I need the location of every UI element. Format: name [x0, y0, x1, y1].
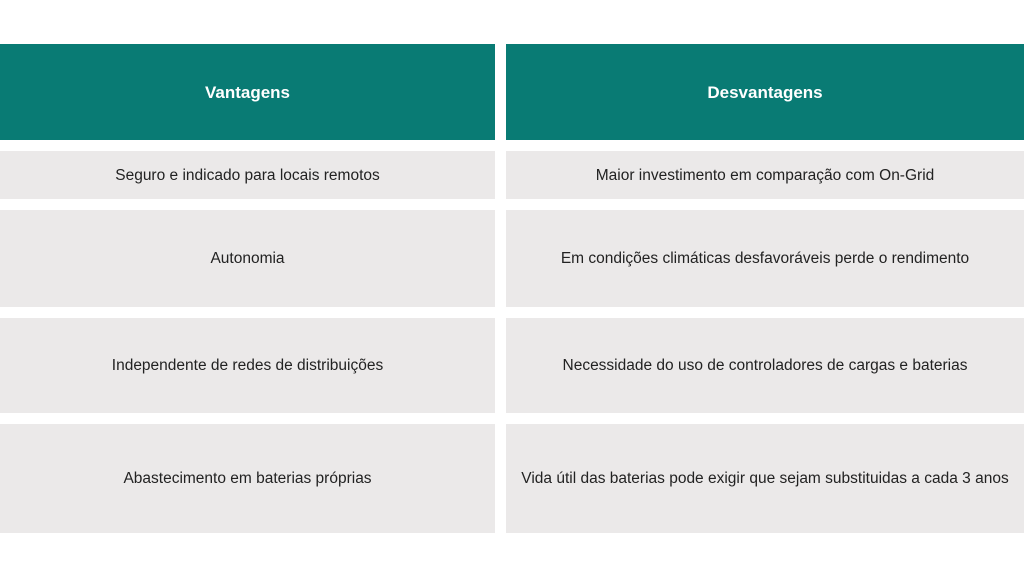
header-advantages: Vantagens	[0, 44, 495, 140]
table-row	[0, 318, 1024, 413]
table-row	[0, 210, 1024, 307]
table-row	[0, 151, 1024, 199]
disadvantage-cell: Necessidade do uso de controladores de cargas e baterias	[506, 318, 1024, 413]
advantage-cell: Independente de redes de distribuições	[0, 318, 495, 413]
table-row	[0, 424, 1024, 533]
advantage-cell: Abastecimento em baterias próprias	[0, 424, 495, 533]
disadvantage-cell: Maior investimento em comparação com On-Grid	[506, 151, 1024, 199]
advantage-cell: Autonomia	[0, 210, 495, 307]
advantage-cell: Seguro e indicado para locais remotos	[0, 151, 495, 199]
header-disadvantages: Desvantagens	[506, 44, 1024, 140]
table-header-row	[0, 44, 1024, 140]
comparison-table	[0, 44, 1024, 533]
disadvantage-cell: Em condições climáticas desfavoráveis perde o rendimento	[506, 210, 1024, 307]
disadvantage-cell: Vida útil das baterias pode exigir que sejam substituidas a cada 3 anos	[506, 424, 1024, 533]
